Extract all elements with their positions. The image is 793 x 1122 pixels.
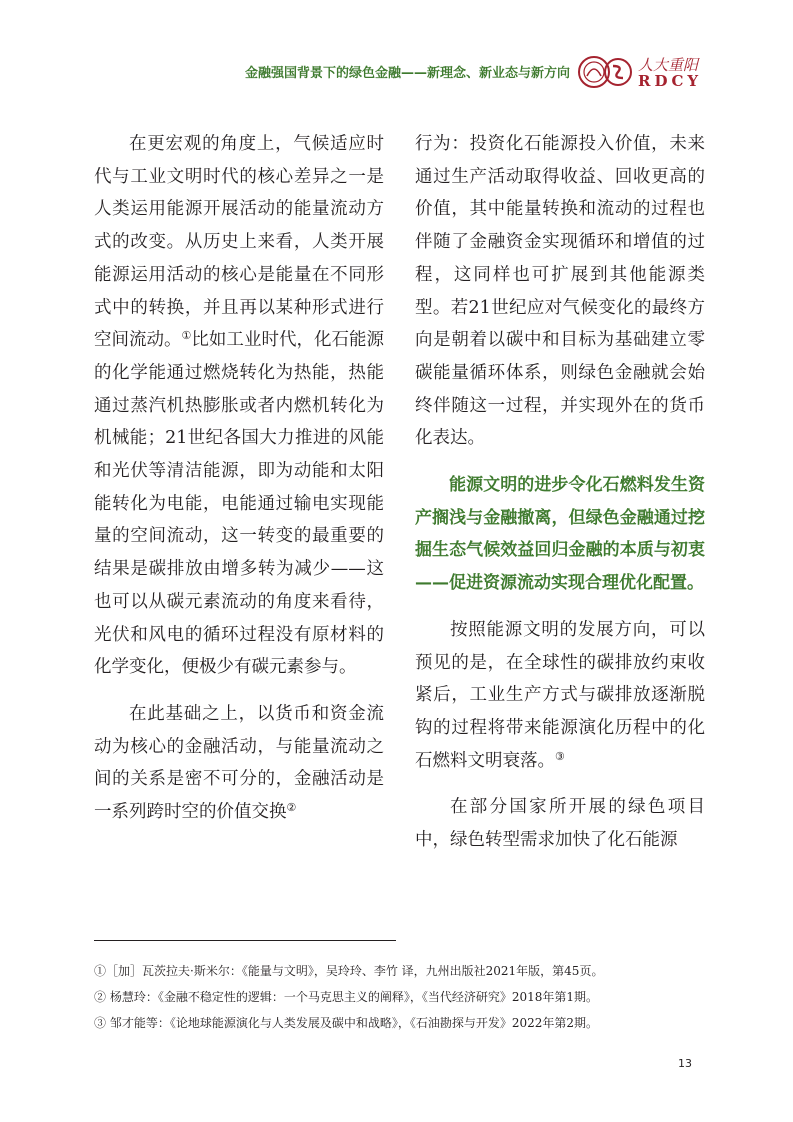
footnote-divider — [94, 940, 396, 941]
footnote: ③ 邹才能等：《论地球能源演化与人类发展及碳中和战略》，《石油勘探与开发》2022年第2期。 — [94, 1016, 598, 1030]
paragraph: 行为：投资化石能源投入价值，未来通过生产活动取得收益、回收更高的价值，其中能量转换和流动的过程也伴随了金融资金实现循环和增值的过程，这同样也可扩展到其他能源类型。若21世纪应对气候变化的最终方向是朝着以碳中和目标为基础建立零碳能量循环体系，则绿色金融就会始终伴随这一过程，并实现外在的货币化表达。 — [415, 134, 705, 449]
logo-english-text: RDCY — [638, 72, 703, 90]
paragraph: 按照能源文明的发展方向，可以预见的是，在全球性的碳排放约束收紧后，工业生产方式与碳排放逐渐脱钩的过程将带来能源演化历程中的化石燃料文明衰落。③ — [415, 619, 705, 771]
header-title: 金融强国背景下的绿色金融——新理念、新业态与新方向 — [244, 66, 570, 81]
rdcy-logo — [578, 52, 718, 92]
footnote-ref[interactable]: ① — [181, 329, 192, 343]
footnote-ref[interactable]: ③ — [555, 749, 565, 763]
footnote-ref[interactable]: ② — [286, 801, 297, 815]
right-column — [415, 128, 705, 857]
left-column — [94, 128, 384, 829]
footnotes — [94, 958, 714, 1036]
paragraph: 在部分国家所开展的绿色项目中，绿色转型需求加快了化石能源 — [415, 797, 705, 851]
paragraph: 在此基础之上，以货币和资金流动为核心的金融活动，与能量流动之间的关系是密不可分的，金融活动是一系列跨时空的价值交换② — [94, 703, 384, 823]
logo-chinese-text: 人大重阳 — [638, 56, 699, 74]
footnote: ①［加］瓦茨拉夫·斯米尔：《能量与文明》，吴玲玲、李竹 译，九州出版社2021年版，第45页。 — [94, 964, 604, 978]
footnote: ② 杨慧玲：《金融不稳定性的逻辑：一个马克思主义的阐释》，《当代经济研究》2018年第1期。 — [94, 990, 598, 1004]
highlight-callout: 能源文明的进步令化石燃料发生资产搁浅与金融撤离，但绿色金融通过挖掘生态气候效益回归金融的本质与初衷——促进资源流动实现合理优化配置。 — [415, 475, 705, 594]
seal-icon — [578, 52, 632, 92]
paragraph: 在更宏观的角度上，气候适应时代与工业文明时代的核心差异之一是人类运用能源开展活动的能量流动方式的改变。从历史上来看，人类开展能源运用活动的核心是能量在不同形式中的转换，并且再以某种形式进行空间流动。①比如工业时代，化石能源的化学能通过燃烧转化为热能，热能通过蒸汽机热膨胀或者内燃机转化为机械能；21世纪各国大力推进的风能和光伏等清洁能源，即为动能和太阳能转化为电能，电能通过输电实现能量的空间流动，这一转变的最重要的结果是碳排放由增多转为减少——这也可以从碳元素流动的角度来看待，光伏和风电的循环过程没有原材料的化学变化，便极少有碳元素参与。 — [94, 134, 384, 678]
page-number: 13 — [678, 1057, 692, 1070]
